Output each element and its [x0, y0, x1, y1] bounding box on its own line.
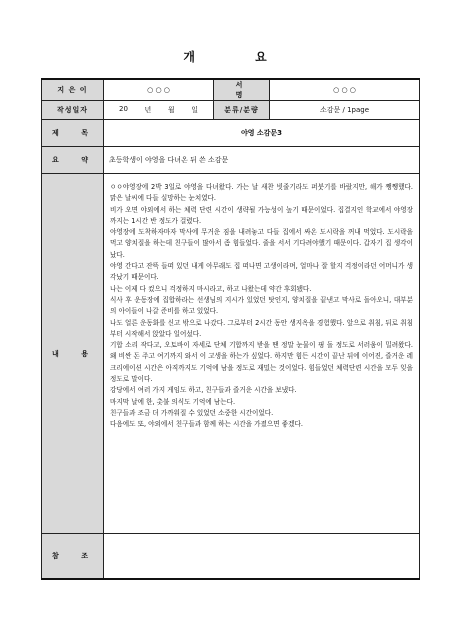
- content-paragraph: 강당에서 여러 가지 게임도 하고, 친구들과 즐거운 시간을 보냈다.: [110, 386, 297, 395]
- category-label: 분류/분량: [214, 101, 270, 120]
- content-paragraph: 기합 소리 작다고, 오토바이 자세로 단체 기합까지 받을 땐 정말 눈물이 핑 돌 정도로 서러움이 밀려왔다. 왜 비싼 돈 주고 여기까지 와서 이 고생을 하는가 싶었다. 하지만 힘든 시간이 끝난 뒤에 이어진, 즐거운 레크리에이션 시간은 아직까지도 기억에 남을 정도로 재밌는 것이었다. 힘들었던 체력단련 시간을 모두 잊을 정도로 말이다.: [110, 341, 413, 384]
- content-paragraph: 비가 오면 야외에서 하는 체력 단련 시간이 생략될 가능성이 높기 때문이었다. 집결지인 학교에서 야영장까지는 1시간 반 정도가 걸렸다.: [110, 205, 413, 225]
- date-month-unit: 월: [167, 106, 175, 114]
- content-body: [104, 174, 420, 534]
- summary-value: 초등학생이 야영을 다녀온 뒤 쓴 소감문: [104, 147, 420, 174]
- date-year: 20: [119, 105, 128, 113]
- content-paragraph: 마지막 날에 한, 촛불 의식도 기억에 남는다.: [110, 397, 236, 406]
- date-value: [104, 101, 214, 120]
- signature-value: ○ ○ ○: [270, 79, 420, 101]
- content-paragraph: ㅇㅇ야영장에 2박 3일로 야영을 다녀왔다. 가는 날 새찬 빗줄기라도 퍼붓기를 바랐지만, 해가 쨍쨍했다. 맑은 날씨에 다들 실망하는 눈치였다.: [110, 183, 413, 203]
- summary-row: [42, 147, 420, 174]
- content-paragraph: 다음에도 또, 야외에서 친구들과 함께 하는 시간을 가졌으면 좋겠다.: [110, 420, 303, 429]
- summary-label: 요 약: [42, 147, 104, 174]
- category-value: 소감문 / 1page: [270, 101, 420, 120]
- date-year-unit: 년: [144, 106, 152, 114]
- content-paragraph: 나는 이제 다 컸으니 걱정하지 마시라고, 하고 나왔는데 약간 후회됐다.: [110, 284, 312, 293]
- subject-label: 제 목: [42, 120, 104, 147]
- writer-row: [42, 79, 420, 101]
- document-title: 개 요: [183, 50, 295, 64]
- reference-row: [42, 534, 420, 579]
- overview-form-table: [41, 78, 420, 580]
- date-row: [42, 101, 420, 120]
- content-paragraph: 야영 간다고 잔뜩 들떠 있던 내게 아무래도 집 떠나면 고생이라며, 얼마나 잘 할지 걱정이라던 어머니가 생각났기 때문이다.: [110, 262, 413, 282]
- content-paragraph: 나도 얼른 운동화를 신고 밖으로 나갔다. 그로부터 2시간 동안 생지옥을 경험했다. 앞으로 취침, 뒤로 취침부터 시작해서 앉았다 일어섰다.: [110, 318, 413, 338]
- subject-row: [42, 120, 420, 147]
- content-paragraph: 친구들과 조금 더 가까워질 수 있었던 소중한 시간이었다.: [110, 408, 274, 417]
- reference-label: 참 조: [42, 534, 104, 579]
- content-paragraph: 야영장에 도착하자마자 막사에 무거운 짐을 내려놓고 다들 집에서 싸온 도시락을 꺼내 먹었다. 도시락을 먹고 양치질을 하는데 친구들이 많아서 좀 힘들었다. 줄을 서서 기다려야했기 때문이다. 갑자기 집 생각이 났다.: [110, 228, 413, 259]
- content-label: 내 용: [42, 174, 104, 534]
- content-row: [42, 174, 420, 534]
- signature-label: 서 명: [214, 79, 270, 101]
- content-paragraph: 식사 후 운동장에 집합하라는 선생님의 지시가 있었던 탓인지, 양치질을 끝낸고 막사로 돌아오니, 대부분의 아이들이 나갈 준비를 하고 있었다.: [110, 295, 413, 316]
- date-day-unit: 일: [191, 106, 198, 114]
- writer-label: 지 은 이: [42, 79, 104, 101]
- reference-value: [104, 534, 420, 579]
- date-label: 작성일자: [42, 101, 104, 120]
- subject-value: 야영 소감문3: [104, 120, 420, 147]
- writer-value: ○ ○ ○: [104, 79, 214, 101]
